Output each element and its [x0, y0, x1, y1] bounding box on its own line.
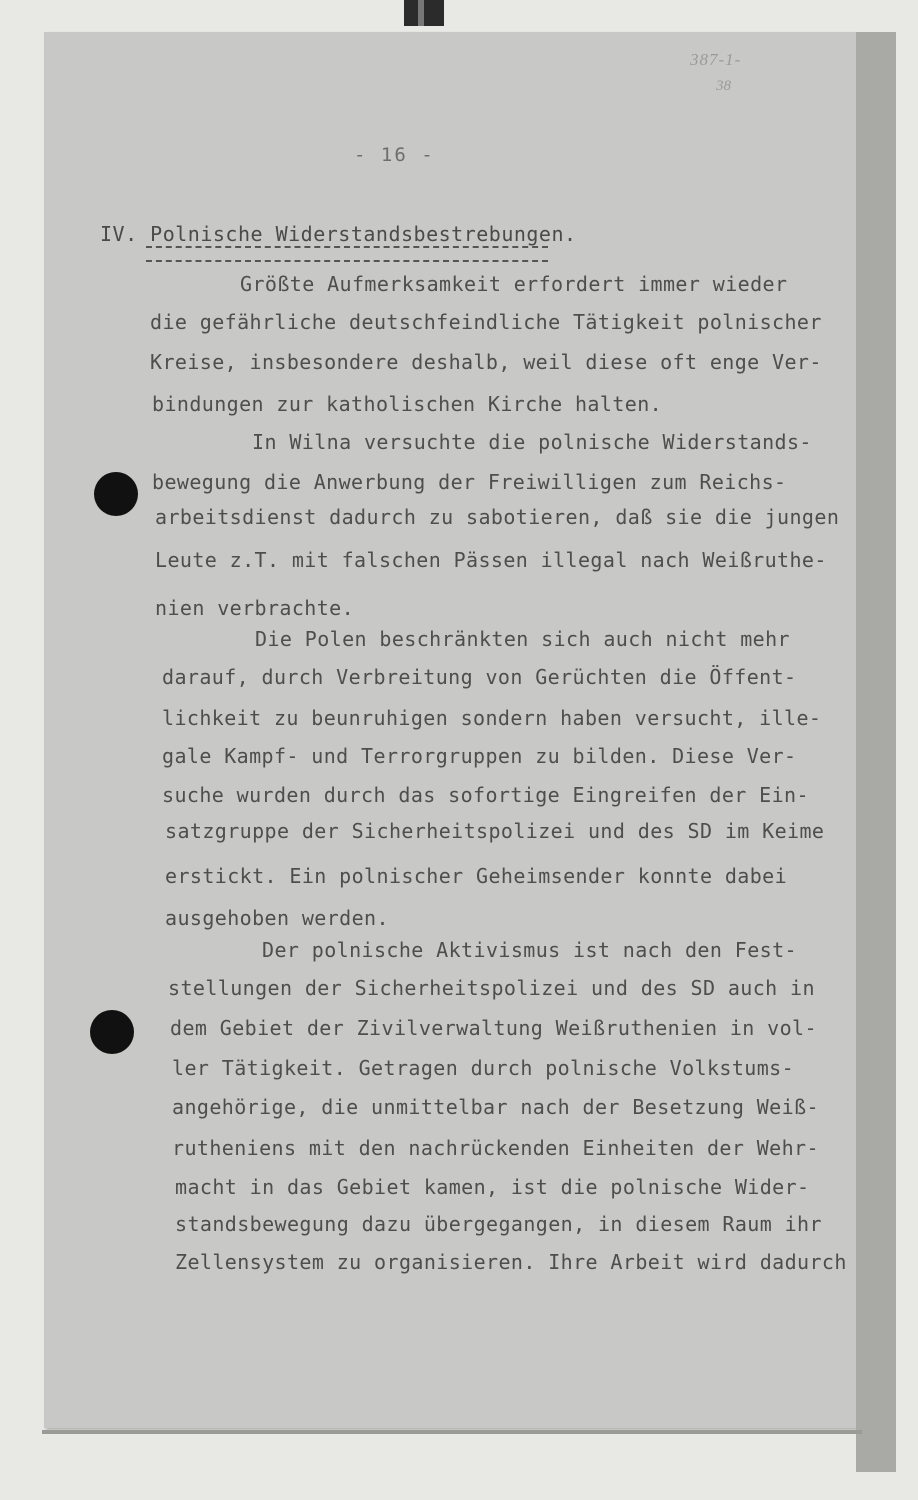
text-line: bindungen zur katholischen Kirche halten. — [152, 392, 663, 416]
archive-number: 387-1- — [690, 50, 742, 69]
text-line: Die Polen beschränkten sich auch nicht mehr — [255, 627, 790, 651]
text-line: erstickt. Ein polnischer Geheimsender konnte dabei — [165, 864, 788, 888]
text-line: dem Gebiet der Zivilverwaltung Weißruthenien in vol- — [170, 1016, 817, 1040]
text-line: die gefährliche deutschfeindliche Tätigkeit polnischer — [150, 310, 822, 334]
page-number: - 16 - — [354, 144, 435, 166]
text-line: gale Kampf- und Terrorgruppen zu bilden. Diese Ver- — [162, 744, 797, 768]
text-line: darauf, durch Verbreitung von Gerüchten die Öffent- — [162, 665, 797, 689]
section-heading: IV. Polnische Widerstandsbestrebungen. — [100, 222, 577, 246]
text-line: Zellensystem zu organisieren. Ihre Arbeit wird dadurch — [175, 1250, 847, 1274]
text-line: nien verbrachte. — [155, 596, 355, 620]
text-line: stellungen der Sicherheitspolizei und des SD auch in — [168, 976, 815, 1000]
text-line: angehörige, die unmittelbar nach der Besetzung Weiß- — [172, 1095, 819, 1119]
text-line: ausgehoben werden. — [165, 906, 389, 930]
text-line: Leute z.T. mit falschen Pässen illegal nach Weißruthe- — [155, 548, 827, 572]
text-line: standsbewegung dazu übergegangen, in diesem Raum ihr — [175, 1212, 822, 1236]
text-line: ler Tätigkeit. Getragen durch polnische Volkstums- — [172, 1056, 795, 1080]
text-line: rutheniens mit den nachrückenden Einheiten der Wehr- — [172, 1136, 819, 1160]
text-line: Größte Aufmerksamkeit erfordert immer wieder — [240, 272, 788, 296]
text-line: Der polnische Aktivismus ist nach den Fest- — [262, 938, 797, 962]
text-line: arbeitsdienst dadurch zu sabotieren, daß sie die jungen — [155, 505, 840, 529]
text-line: suche wurden durch das sofortige Eingreifen der Ein- — [162, 783, 809, 807]
text-line: lichkeit zu beunruhigen sondern haben versucht, ille- — [162, 706, 822, 730]
archive-sub-number: 38 — [716, 78, 731, 94]
text-line: Kreise, insbesondere deshalb, weil diese oft enge Ver- — [150, 350, 822, 374]
text-line: In Wilna versuchte die polnische Widerstands- — [252, 430, 812, 454]
text-line: bewegung die Anwerbung der Freiwilligen zum Reichs- — [152, 470, 787, 494]
text-line: macht in das Gebiet kamen, ist die polnische Wider- — [175, 1175, 810, 1199]
text-line: satzgruppe der Sicherheitspolizei und des SD im Keime — [165, 819, 825, 843]
